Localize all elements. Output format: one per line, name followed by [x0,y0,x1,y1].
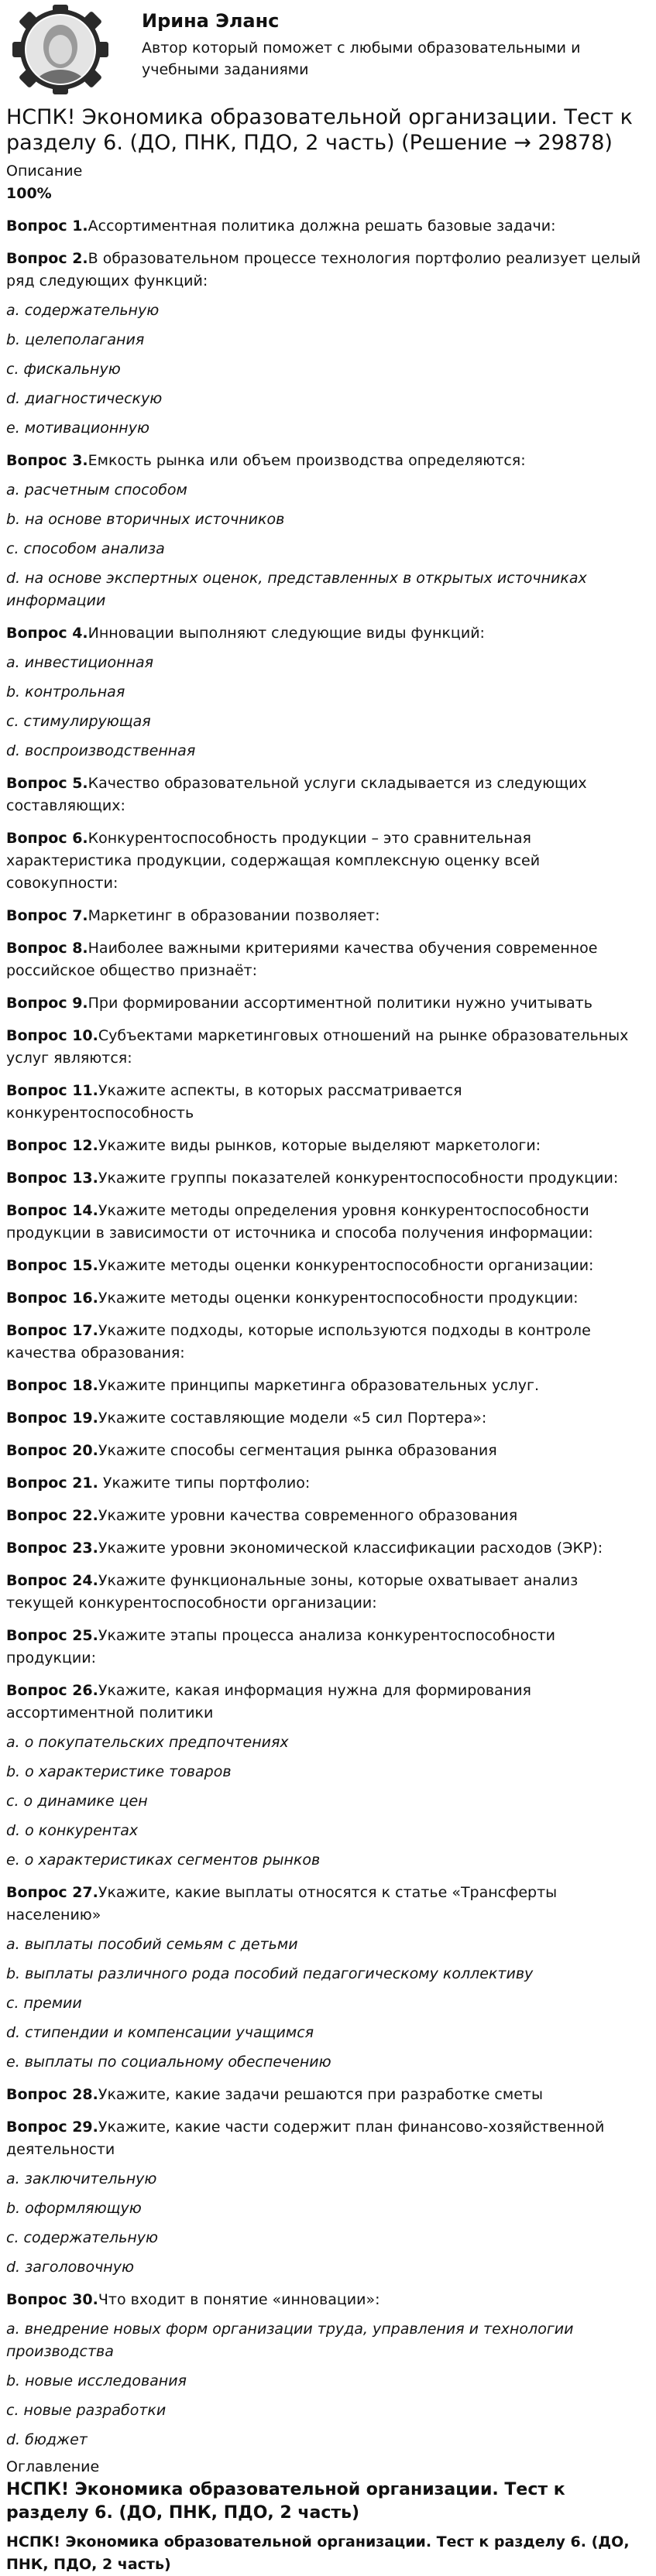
question-label: Вопрос 25. [6,1627,98,1644]
question-label: Вопрос 20. [6,1442,98,1459]
question-label: Вопрос 29. [6,2119,98,2136]
question-item [6,2289,650,2311]
question-item [6,1025,650,1070]
question-item [6,1320,650,1365]
question-item [6,1882,650,1927]
answer-option: d. бюджет [6,2431,88,2448]
question-label: Вопрос 24. [6,1572,98,1589]
answer-option: b. оформляющую [6,2200,142,2217]
question-text: Укажите методы оценки конкурентоспособности продукции: [98,1290,579,1307]
question-text: Укажите методы определения уровня конкурентоспособности продукции в зависимости от источника и способа получения информации: [6,1202,593,1242]
answer-option: e. мотивационную [6,420,149,437]
answer-option: a. внедрение новых форм организации труда, управления и технологии производства [6,2321,574,2360]
question-label: Вопрос 13. [6,1170,98,1187]
question-text: При формировании ассортиментной политики нужно учитывать [88,995,592,1012]
toc-heading-2[interactable]: НСПК! Экономика образовательной организации. Тест к разделу 6. (ДО, ПНК, ПДО, 2 часть) [6,2533,630,2573]
question-label: Вопрос 21. [6,1475,98,1492]
question-text: Укажите, какие задачи решаются при разработке сметы [98,2086,543,2103]
question-item [6,1407,650,1430]
answer-option: b. на основе вторичных источников [6,511,285,528]
question-text: Наиболее важными критериями качества обучения современное российское общество признаёт: [6,940,598,979]
author-subtitle: Автор который поможет с любыми образовательными и учебными заданиями [142,39,581,78]
question-label: Вопрос 1. [6,218,88,235]
question-item [6,450,650,472]
question-text: Укажите, какая информация нужна для формирования ассортиментной политики [6,1682,531,1721]
answer-option: c. о динамике цен [6,1793,148,1810]
question-label: Вопрос 27. [6,1884,98,1901]
answer-option: d. о конкурентах [6,1822,139,1839]
question-label: Вопрос 5. [6,775,88,792]
question-item [6,937,650,982]
question-item [6,1200,650,1245]
question-label: Вопрос 11. [6,1082,98,1099]
question-label: Вопрос 30. [6,2291,98,2308]
question-text: Укажите, какие части содержит план финансово-хозяйственной деятельности [6,2119,605,2158]
question-text: Укажите принципы маркетинга образовательных услуг. [98,1377,540,1394]
answer-option: c. содержательную [6,2229,159,2246]
question-label: Вопрос 10. [6,1027,98,1044]
question-label: Вопрос 19. [6,1410,98,1427]
question-text: Инновации выполняют следующие виды функций: [88,625,485,642]
question-item [6,1537,650,1560]
question-label: Вопрос 2. [6,250,88,267]
answer-option: a. инвестиционная [6,654,154,671]
answer-option: a. содержательную [6,302,160,319]
question-text: Укажите этапы процесса анализа конкурентоспособности продукции: [6,1627,556,1667]
question-item [6,215,650,238]
question-label: Вопрос 4. [6,625,88,642]
answer-option: b. о характеристике товаров [6,1763,232,1780]
question-label: Вопрос 28. [6,2086,98,2103]
answer-option: d. на основе экспертных оценок, представленных в открытых источниках информации [6,570,587,609]
answer-option: a. о покупательских предпочтениях [6,1734,289,1751]
avatar-gear-icon [6,3,122,94]
question-label: Вопрос 26. [6,1682,98,1699]
question-item [6,1255,650,1277]
author-name[interactable]: Ирина Эланс [142,10,280,32]
answer-option: e. выплаты по социальному обеспечению [6,2054,331,2071]
question-item [6,1570,650,1615]
answer-option: d. заголовочную [6,2259,134,2276]
question-item [6,1375,650,1397]
answer-option: d. стипендии и компенсации учащимся [6,2024,314,2041]
question-item [6,772,650,817]
question-label: Вопрос 7. [6,907,88,924]
answer-option: b. новые исследования [6,2372,187,2389]
question-item [6,1472,650,1495]
question-item [6,1080,650,1125]
answer-option: c. стимулирующая [6,713,151,730]
question-label: Вопрос 12. [6,1137,98,1154]
question-label: Вопрос 6. [6,830,88,847]
answer-option: a. заключительную [6,2170,157,2187]
question-label: Вопрос 22. [6,1507,98,1524]
answer-option: b. контрольная [6,683,125,701]
description-label: Описание [6,163,83,180]
question-item [6,1167,650,1190]
question-text: Укажите аспекты, в которых рассматривается конкурентоспособность [6,1082,462,1122]
question-text: Укажите подходы, которые используются подходы в контроле качества образования: [6,1322,591,1362]
question-text: Укажите виды рынков, которые выделяют маркетологи: [98,1137,541,1154]
question-text: Укажите уровни экономической классификации расходов (ЭКР): [98,1540,603,1557]
answer-option: c. фискальную [6,361,121,378]
answer-option: c. новые разработки [6,2402,167,2419]
question-text: Укажите методы оценки конкурентоспособности организации: [98,1257,594,1274]
completion-percent: 100% [6,185,52,202]
question-item [6,1135,650,1157]
question-label: Вопрос 15. [6,1257,98,1274]
question-item [6,1625,650,1670]
answer-option: c. способом анализа [6,540,165,557]
question-label: Вопрос 3. [6,452,88,469]
question-text: Емкость рынка или объем производства определяются: [88,452,526,469]
question-text: В образовательном процессе технология портфолио реализует целый ряд следующих функций: [6,250,641,289]
answer-option: b. целеполагания [6,331,145,348]
question-item [6,248,650,293]
question-text: Субъектами маркетинговых отношений на рынке образовательных услуг являются: [6,1027,629,1067]
document-title: НСПК! Экономика образовательной организации. Тест к разделу 6. (ДО, ПНК, ПДО, 2 часть) (Решение → 29878) [6,105,633,155]
answer-option: b. выплаты различного рода пособий педагогическому коллективу [6,1965,534,1982]
question-item [6,2116,650,2161]
question-item [6,1440,650,1462]
question-item [6,2084,650,2106]
question-label: Вопрос 16. [6,1290,98,1307]
question-text: Качество образовательной услуги складывается из следующих составляющих: [6,775,587,814]
question-item [6,905,650,927]
answer-option: e. о характеристиках сегментов рынков [6,1852,321,1869]
question-item [6,827,650,895]
question-label: Вопрос 23. [6,1540,98,1557]
question-text: Конкурентоспособность продукции – это сравнительная характеристика продукции, содержащая комплексную оценку всей совокупности: [6,830,541,892]
question-text: Укажите функциональные зоны, которые охватывает анализ текущей конкурентоспособности организации: [6,1572,579,1612]
question-item [6,992,650,1015]
question-text: Ассортиментная политика должна решать базовые задачи: [88,218,556,235]
question-text: Что входит в понятие «инновации»: [98,2291,380,2308]
question-text: Укажите способы сегментация рынка образования [98,1442,497,1459]
question-text: Укажите, какие выплаты относятся к статье «Трансферты населению» [6,1884,558,1923]
question-text: Укажите типы портфолио: [98,1475,311,1492]
toc-heading-1[interactable]: НСПК! Экономика образовательной организации. Тест к разделу 6. (ДО, ПНК, ПДО, 2 часть) [6,2480,565,2523]
question-label: Вопрос 9. [6,995,88,1012]
author-info [142,8,645,80]
question-text: Укажите уровни качества современного образования [98,1507,518,1524]
answer-option: c. премии [6,1995,82,2012]
question-item [6,622,650,645]
answer-option: d. воспроизводственная [6,742,196,759]
question-label: Вопрос 14. [6,1202,98,1219]
question-text: Укажите составляющие модели «5 сил Портера»: [98,1410,487,1427]
question-item [6,1505,650,1527]
author-avatar[interactable] [6,3,122,94]
answer-option: d. диагностическую [6,390,163,407]
question-label: Вопрос 17. [6,1322,98,1339]
question-item [6,1680,650,1725]
author-header [0,0,656,104]
question-text: Укажите группы показателей конкурентоспособности продукции: [98,1170,619,1187]
question-item [6,1287,650,1310]
answer-option: a. выплаты пособий семьям с детьми [6,1936,298,1953]
question-label: Вопрос 18. [6,1377,98,1394]
toc-label: Оглавление [6,2458,100,2475]
question-label: Вопрос 8. [6,940,88,957]
answer-option: a. расчетным способом [6,481,187,498]
question-text: Маркетинг в образовании позволяет: [88,907,380,924]
document-content [0,104,656,2576]
question-list [6,215,650,2451]
